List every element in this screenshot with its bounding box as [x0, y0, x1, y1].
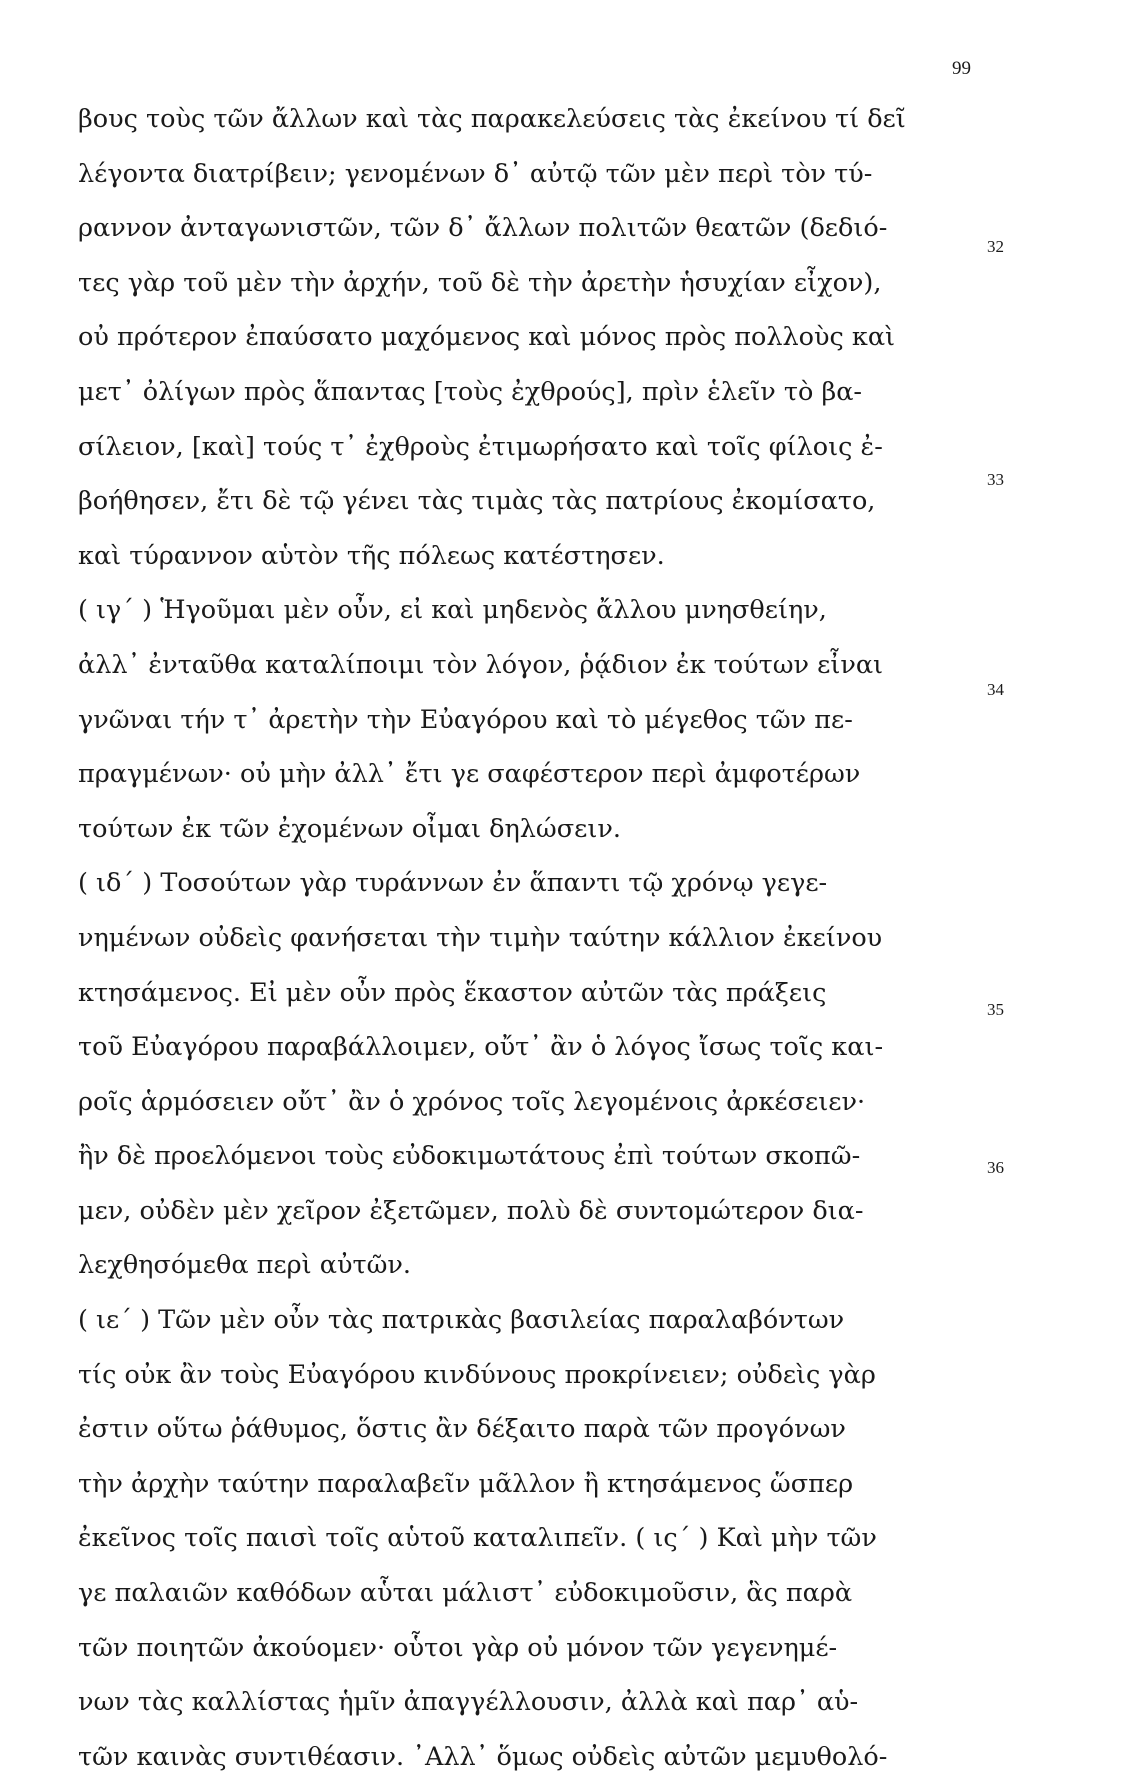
text-line: πραγμένων· οὐ μὴν ἀλλ᾽ ἔτι γε σαφέστερον περὶ ἀμφοτέρων: [78, 759, 861, 790]
margin-section-number: 34: [987, 680, 1004, 699]
text-line: ἀλλ᾽ ἐνταῦθα καταλίποιμι τὸν λόγον, ῥᾴδιον ἐκ τούτων εἶναι: [78, 649, 884, 680]
text-line: τὴν ἀρχὴν ταύτην παραλαβεῖν μᾶλλον ἢ κτησάμενος ὥσπερ: [78, 1468, 854, 1499]
margin-section-number: 32: [987, 237, 1004, 256]
margin-section-number: 33: [987, 470, 1004, 489]
text-line: βους τοὺς τῶν ἄλλων καὶ τὰς παρακελεύσεις τὰς ἐκείνου τί δεῖ: [78, 104, 906, 134]
text-line: καὶ τύραννον αὑτὸν τῆς πόλεως κατέστησεν.: [78, 540, 665, 571]
text-line: ἐστιν οὕτω ῥάθυμος, ὅστις ἂν δέξαιτο παρὰ τῶν προγόνων: [78, 1414, 846, 1445]
text-line: γε παλαιῶν καθόδων αὗται μάλιστ᾽ εὐδοκιμοῦσιν, ἃς παρὰ: [78, 1578, 853, 1609]
text-line: τῶν ποιητῶν ἀκούομεν· οὗτοι γὰρ οὐ μόνον τῶν γεγενημέ-: [78, 1632, 838, 1663]
text-line: ροῖς ἁρμόσειεν οὔτ᾽ ἂν ὁ χρόνος τοῖς λεγομένοις ἀρκέσειεν·: [78, 1086, 866, 1117]
margin-section-number: 35: [987, 1000, 1004, 1019]
text-line: βοήθησεν, ἔτι δὲ τῷ γένει τὰς τιμὰς τὰς πατρίους ἐκομίσατο,: [78, 486, 876, 517]
text-line: οὐ πρότερον ἐπαύσατο μαχόμενος καὶ μόνος πρὸς πολλοὺς καὶ: [78, 322, 896, 353]
text-line: νων τὰς καλλίστας ἡμῖν ἀπαγγέλλουσιν, ἀλλὰ καὶ παρ᾽ αὑ-: [78, 1687, 859, 1718]
text-line: τούτων ἐκ τῶν ἐχομένων οἶμαι δηλώσειν.: [78, 813, 621, 844]
text-line: γνῶναι τήν τ᾽ ἀρετὴν τὴν Εὐαγόρου καὶ τὸ μέγεθος τῶν πε-: [78, 704, 853, 735]
text-line: μετ᾽ ὀλίγων πρὸς ἅπαντας [τοὺς ἐχθρούς], πρὶν ἑλεῖν τὸ βα-: [78, 376, 863, 407]
text-line: μεν, οὐδὲν μὲν χεῖρον ἐξετῶμεν, πολὺ δὲ συντομώτερον δια-: [78, 1195, 864, 1226]
text-line: ( ιε΄ ) Τῶν μὲν οὖν τὰς πατρικὰς βασιλείας παραλαβόντων: [78, 1305, 845, 1336]
text-line: ( ιδ΄ ) Τοσούτων γὰρ τυράννων ἐν ἅπαντι τῷ χρόνῳ γεγε-: [78, 868, 828, 899]
text-line: τες γὰρ τοῦ μὲν τὴν ἀρχήν, τοῦ δὲ τὴν ἀρετὴν ἡσυχίαν εἶχον),: [78, 267, 882, 298]
text-line: λέγοντα διατρίβειν; γενομένων δ᾽ αὐτῷ τῶν μὲν περὶ τὸν τύ-: [78, 158, 873, 189]
text-line: κτησάμενος. Εἰ μὲν οὖν πρὸς ἕκαστον αὐτῶν τὰς πράξεις: [78, 977, 827, 1008]
page-number: 99: [952, 58, 971, 79]
text-line: ( ιγ΄ ) Ἡγοῦμαι μὲν οὖν, εἰ καὶ μηδενὸς ἄλλου μνησθείην,: [78, 595, 827, 626]
greek-text-body: [78, 92, 978, 1784]
text-line: τοῦ Εὐαγόρου παραβάλλοιμεν, οὔτ᾽ ἂν ὁ λόγος ἴσως τοῖς και-: [78, 1032, 884, 1063]
margin-section-number: 36: [987, 1158, 1004, 1177]
text-line: τίς οὐκ ἂν τοὺς Εὐαγόρου κινδύνους προκρίνειεν; οὐδεὶς γὰρ: [78, 1359, 876, 1390]
text-line: λεχθησόμεθα περὶ αὐτῶν.: [78, 1250, 411, 1281]
text-line: ἐκεῖνος τοῖς παισὶ τοῖς αὑτοῦ καταλιπεῖν. ( ις΄ ) Καὶ μὴν τῶν: [78, 1523, 877, 1554]
text-line: ραννον ἀνταγωνιστῶν, τῶν δ᾽ ἄλλων πολιτῶν θεατῶν (δεδιό-: [78, 213, 888, 244]
text-line: σίλειον, [καὶ] τούς τ᾽ ἐχθροὺς ἐτιμωρήσατο καὶ τοῖς φίλοις ἐ-: [78, 431, 883, 462]
text-line: ἢν δὲ προελόμενοι τοὺς εὐδοκιμωτάτους ἐπὶ τούτων σκοπῶ-: [78, 1141, 861, 1172]
text-line: τῶν καινὰς συντιθέασιν. ᾿Αλλ᾽ ὅμως οὐδεὶς αὐτῶν μεμυθολό-: [78, 1741, 888, 1772]
text-line: νημένων οὐδεὶς φανήσεται τὴν τιμὴν ταύτην κάλλιον ἐκείνου: [78, 922, 883, 953]
